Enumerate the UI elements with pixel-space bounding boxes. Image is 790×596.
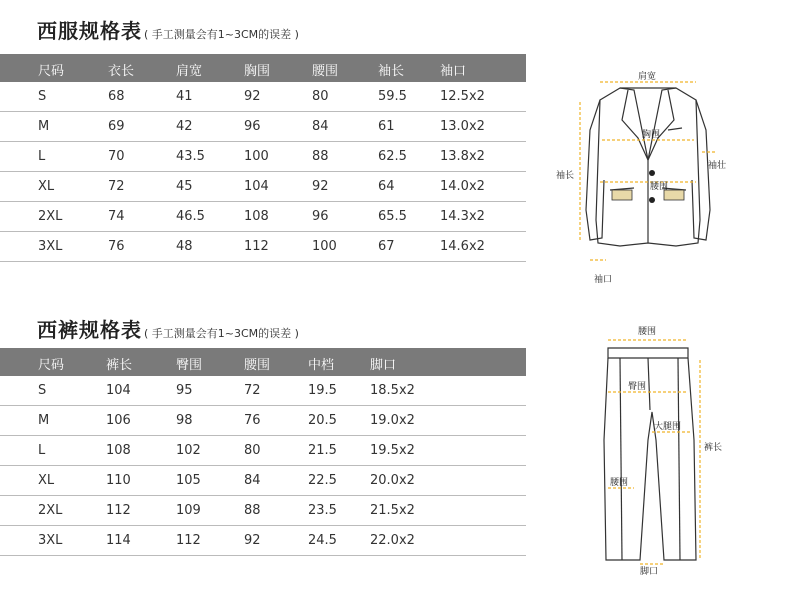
- table-cell: 67: [378, 239, 395, 254]
- table-cell: 80: [312, 89, 329, 104]
- jacket-waist-label: 腰围: [650, 182, 669, 192]
- trousers-knee-label: 腰围: [610, 478, 629, 488]
- table-cell: 46.5: [176, 209, 205, 224]
- suit-header-cell: 腰围: [312, 64, 339, 79]
- table-row: [0, 112, 526, 142]
- table-row: [0, 202, 526, 232]
- table-cell: 70: [108, 149, 125, 164]
- pants-size-table: [0, 348, 526, 556]
- table-cell: 92: [312, 179, 329, 194]
- jacket-left-pocket-flap: [612, 190, 632, 200]
- table-cell: S: [38, 383, 47, 398]
- table-cell: 108: [244, 209, 269, 224]
- table-cell: 98: [176, 413, 193, 428]
- table-cell: 74: [108, 209, 125, 224]
- table-cell: 21.5x2: [370, 503, 415, 518]
- suit-header-cell: 衣长: [108, 64, 135, 79]
- table-cell: 104: [106, 383, 131, 398]
- table-cell: 12.5x2: [440, 89, 485, 104]
- table-cell: 72: [244, 383, 261, 398]
- table-cell: M: [38, 119, 50, 134]
- table-cell: 45: [176, 179, 193, 194]
- pants-header-cell: 脚口: [370, 358, 397, 373]
- pants-header-cell: 尺码: [38, 358, 65, 373]
- table-cell: 72: [108, 179, 125, 194]
- table-row: [0, 466, 526, 496]
- jacket-diagram: [550, 60, 750, 290]
- trousers-waist-label: 腰围: [638, 327, 657, 337]
- jacket-sleeve-length-label: 袖长: [556, 171, 575, 181]
- table-cell: XL: [38, 473, 55, 488]
- table-cell: 24.5: [308, 533, 337, 548]
- suit-header-cell: 肩宽: [176, 64, 203, 79]
- table-cell: 108: [106, 443, 131, 458]
- table-cell: 76: [108, 239, 125, 254]
- table-cell: 41: [176, 89, 193, 104]
- table-cell: 13.0x2: [440, 119, 485, 134]
- suit-note: ( 手工测量会有1~3CM的误差 ): [144, 28, 299, 41]
- table-cell: 19.5: [308, 383, 337, 398]
- table-cell: 48: [176, 239, 193, 254]
- table-cell: 88: [312, 149, 329, 164]
- table-cell: 110: [106, 473, 131, 488]
- trousers-outline: [604, 348, 696, 560]
- table-cell: 84: [312, 119, 329, 134]
- table-cell: 20.5: [308, 413, 337, 428]
- table-cell: 13.8x2: [440, 149, 485, 164]
- trousers-diagram: [590, 320, 730, 576]
- table-cell: 14.3x2: [440, 209, 485, 224]
- table-cell: 112: [176, 533, 201, 548]
- table-cell: 3XL: [38, 533, 63, 548]
- table-cell: 92: [244, 89, 261, 104]
- table-cell: 102: [176, 443, 201, 458]
- table-row: [0, 82, 526, 112]
- table-cell: 59.5: [378, 89, 407, 104]
- table-cell: 106: [106, 413, 131, 428]
- table-cell: 109: [176, 503, 201, 518]
- table-row: [0, 172, 526, 202]
- pants-header-cell: 中档: [308, 358, 335, 373]
- table-row: [0, 142, 526, 172]
- suit-header-cell: 袖长: [378, 64, 405, 79]
- table-cell: 100: [312, 239, 337, 254]
- table-cell: 96: [244, 119, 261, 134]
- jacket-sleeve-width-label: 袖壮: [708, 161, 727, 171]
- table-row: [0, 406, 526, 436]
- pants-header-cell: 腰围: [244, 358, 271, 373]
- pants-title-text: 西裤规格表: [37, 318, 142, 342]
- table-cell: 112: [244, 239, 269, 254]
- table-cell: XL: [38, 179, 55, 194]
- trousers-length-label: 裤长: [704, 443, 723, 453]
- table-cell: 42: [176, 119, 193, 134]
- table-cell: S: [38, 89, 47, 104]
- pants-title: [37, 314, 299, 343]
- pants-header-cell: 裤长: [106, 358, 133, 373]
- suit-title-text: 西服规格表: [37, 19, 142, 43]
- table-cell: L: [38, 443, 46, 458]
- table-row: [0, 496, 526, 526]
- trousers-thigh-label: 大腿围: [654, 422, 682, 432]
- table-cell: 23.5: [308, 503, 337, 518]
- table-cell: 19.5x2: [370, 443, 415, 458]
- table-cell: 3XL: [38, 239, 63, 254]
- table-cell: 100: [244, 149, 269, 164]
- table-cell: 105: [176, 473, 201, 488]
- jacket-button-upper: [649, 170, 655, 176]
- suit-size-table: [0, 54, 526, 262]
- suit-header-cell: 尺码: [38, 64, 65, 79]
- suit-header-row: [0, 54, 526, 82]
- table-cell: 69: [108, 119, 125, 134]
- table-cell: 92: [244, 533, 261, 548]
- table-cell: 76: [244, 413, 261, 428]
- jacket-chest-label: 胸围: [642, 130, 661, 140]
- table-cell: 95: [176, 383, 193, 398]
- table-cell: 65.5: [378, 209, 407, 224]
- table-row: [0, 436, 526, 466]
- table-row: [0, 526, 526, 556]
- table-cell: 14.6x2: [440, 239, 485, 254]
- table-cell: 61: [378, 119, 395, 134]
- jacket-outline: [586, 88, 710, 246]
- pants-header-cell: 臀围: [176, 358, 203, 373]
- table-cell: 19.0x2: [370, 413, 415, 428]
- table-cell: 84: [244, 473, 261, 488]
- table-cell: 62.5: [378, 149, 407, 164]
- suit-title: [37, 15, 299, 44]
- table-cell: M: [38, 413, 50, 428]
- table-cell: 114: [106, 533, 131, 548]
- jacket-button-lower: [649, 197, 655, 203]
- suit-header-cell: 袖口: [440, 64, 467, 79]
- table-row: [0, 232, 526, 262]
- jacket-shoulder-label: 肩宽: [638, 72, 657, 82]
- table-cell: 22.0x2: [370, 533, 415, 548]
- table-cell: 64: [378, 179, 395, 194]
- table-cell: 68: [108, 89, 125, 104]
- table-cell: 104: [244, 179, 269, 194]
- pants-header-row: [0, 348, 526, 376]
- table-cell: 22.5: [308, 473, 337, 488]
- trousers-hip-label: 臀围: [628, 382, 647, 392]
- table-cell: 2XL: [38, 503, 63, 518]
- table-cell: 43.5: [176, 149, 205, 164]
- table-cell: L: [38, 149, 46, 164]
- table-cell: 96: [312, 209, 329, 224]
- table-cell: 112: [106, 503, 131, 518]
- table-row: [0, 376, 526, 406]
- table-cell: 2XL: [38, 209, 63, 224]
- table-cell: 18.5x2: [370, 383, 415, 398]
- table-cell: 20.0x2: [370, 473, 415, 488]
- suit-header-cell: 胸围: [244, 64, 271, 79]
- table-cell: 88: [244, 503, 261, 518]
- jacket-cuff-label: 袖口: [594, 275, 613, 285]
- table-cell: 14.0x2: [440, 179, 485, 194]
- table-cell: 80: [244, 443, 261, 458]
- trousers-hem-label: 脚口: [640, 567, 659, 576]
- pants-note: ( 手工测量会有1~3CM的误差 ): [144, 327, 299, 340]
- table-cell: 21.5: [308, 443, 337, 458]
